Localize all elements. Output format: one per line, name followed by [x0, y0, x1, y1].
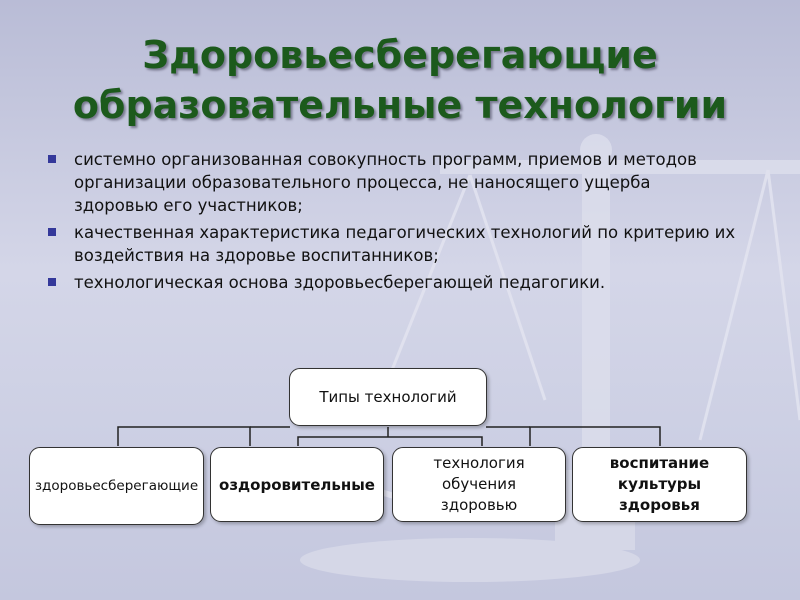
- diagram-node-health-saving: [29, 447, 204, 525]
- diagram-root-label: Типы технологий: [319, 388, 457, 406]
- diagram-node-label: здоровьесберегающие: [34, 478, 199, 494]
- diagram-node-label: оздоровительные: [219, 475, 375, 494]
- bullet-text: системно организованная совокупность программ, приемов и методов организации образовательного процесса, не наносящего ущерба здоровью его участников;: [74, 150, 697, 215]
- diagram-node-health-education: [392, 447, 566, 522]
- title-line-1: Здоровьесберегающие: [142, 33, 658, 77]
- diagram-root-box: [289, 368, 487, 426]
- bullet-text: технологическая основа здоровьесберегающей педагогики.: [74, 273, 606, 292]
- title-line-2: образовательные технологии: [72, 83, 728, 127]
- diagram-node-health-improving: [210, 447, 384, 522]
- diagram-node-label: технология обучения здоровью: [433, 454, 525, 514]
- diagram-node-label: воспитание культуры здоровья: [609, 454, 710, 514]
- bullet-text: качественная характеристика педагогических технологий по критерию их воздействия на здоровье воспитанников;: [74, 223, 736, 265]
- diagram-node-health-culture: [572, 447, 747, 522]
